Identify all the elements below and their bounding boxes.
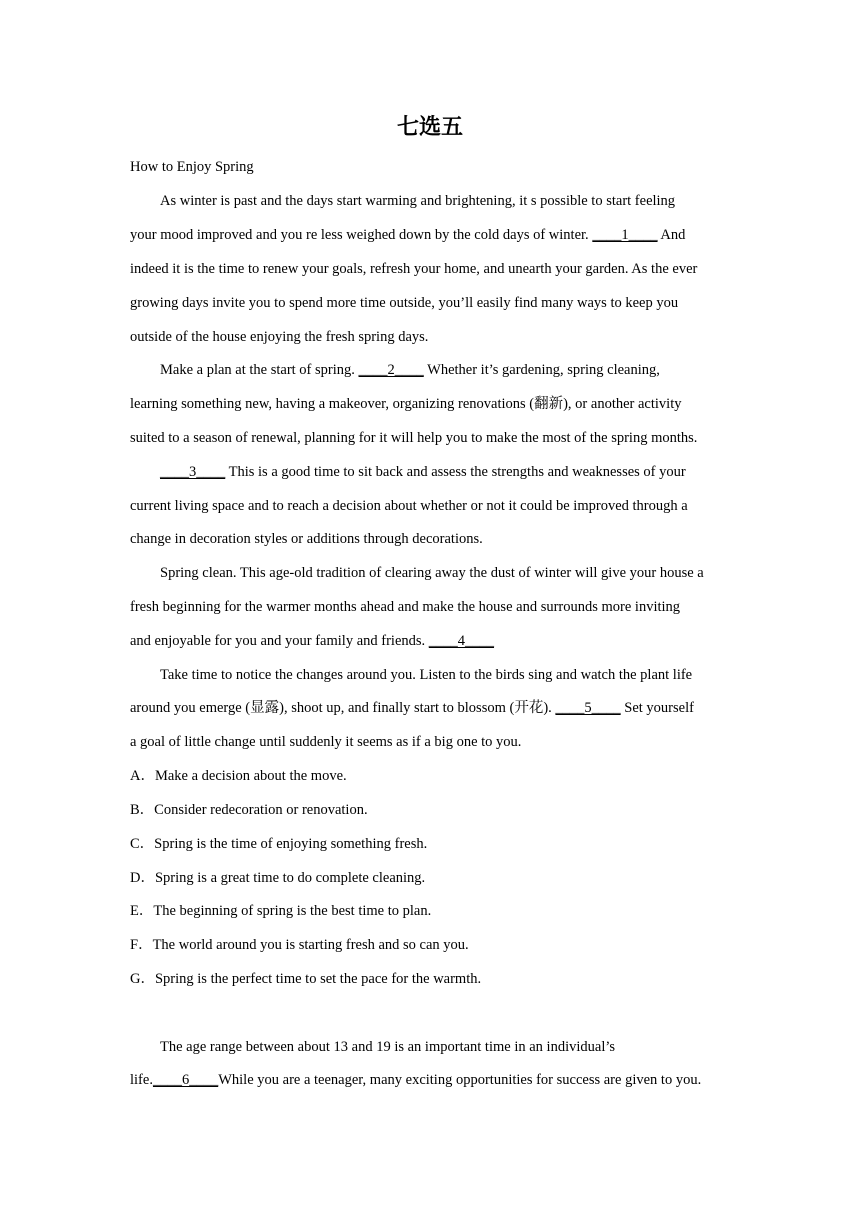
text-segment: life. (130, 1072, 153, 1088)
paragraph-line: Take time to notice the changes around you. Listen to the birds sing and watch the plant life (160, 667, 693, 683)
paragraph-line: suited to a season of renewal, planning for it will help you to make the most of the spring months. (130, 430, 698, 446)
blank-3: ____3____ (160, 464, 226, 480)
option-g: G．Spring is the perfect time to set the pace for the warmth. (130, 971, 482, 987)
text-segment: around you emerge (显露), shoot up, and finally start to blossom (开花). (130, 700, 552, 716)
paragraph-line: Spring clean. This age-old tradition of clearing away the dust of winter will give your house a (160, 565, 704, 581)
paragraph-line: The age range between about 13 and 19 is an important time in an individual’s (160, 1039, 616, 1055)
paragraph-line: a goal of little change until suddenly it seems as if a big one to you. (130, 734, 522, 750)
blank-4: ____4____ (428, 633, 495, 649)
paragraph-line: As winter is past and the days start warming and brightening, it s possible to start feeling (160, 193, 676, 209)
paragraph-line (130, 225, 740, 245)
text-segment: Make a plan at the start of spring. (160, 362, 355, 378)
text-segment: Whether it’s gardening, spring cleaning, (427, 362, 660, 378)
blank-2: ____2____ (358, 362, 424, 378)
paragraph-line: indeed it is the time to renew your goals, refresh your home, and unearth your garden. As the ever (130, 261, 698, 277)
text-segment: and enjoyable for you and your family and friends. (130, 633, 426, 649)
blank-6: ____6____ (152, 1072, 219, 1088)
page-title: 七选五 (396, 114, 463, 139)
paragraph-line: growing days invite you to spend more time outside, you’ll easily find many ways to keep you (130, 295, 679, 311)
blank-1: ____1____ (592, 227, 658, 243)
paragraph-line: learning something new, having a makeover, organizing renovations (翻新), or another activity (130, 396, 682, 412)
text-segment: your mood improved and you re less weighed down by the cold days of winter. (130, 227, 589, 243)
text-segment: Set yourself (624, 700, 694, 716)
paragraph-line: current living space and to reach a decision about whether or not it could be improved through a (130, 498, 688, 514)
paragraph-line (160, 360, 770, 380)
paragraph-line: outside of the house enjoying the fresh spring days. (130, 329, 429, 345)
option-d: D．Spring is a great time to do complete cleaning. (130, 870, 426, 886)
paragraph-line (130, 698, 740, 718)
option-f: F．The world around you is starting fresh and so can you. (130, 937, 469, 953)
option-a: A．Make a decision about the move. (130, 768, 347, 784)
paragraph-line: change in decoration styles or additions through decorations. (130, 531, 483, 547)
paragraph-line: fresh beginning for the warmer months ahead and make the house and surrounds more inviting (130, 599, 681, 615)
text-segment: This is a good time to sit back and assess the strengths and weaknesses of your (228, 464, 686, 480)
paragraph-line (160, 462, 770, 482)
blank-5: ____5____ (555, 700, 621, 716)
passage-title: How to Enjoy Spring (130, 159, 254, 175)
text-segment: And (660, 227, 686, 243)
paragraph-line (130, 1070, 750, 1090)
option-b: B．Consider redecoration or renovation. (130, 802, 368, 818)
option-e: E．The beginning of spring is the best time to plan. (130, 903, 432, 919)
paragraph-line (130, 631, 740, 651)
option-c: C．Spring is the time of enjoying something fresh. (130, 836, 428, 852)
text-segment: While you are a teenager, many exciting opportunities for success are given to you. (218, 1072, 702, 1088)
